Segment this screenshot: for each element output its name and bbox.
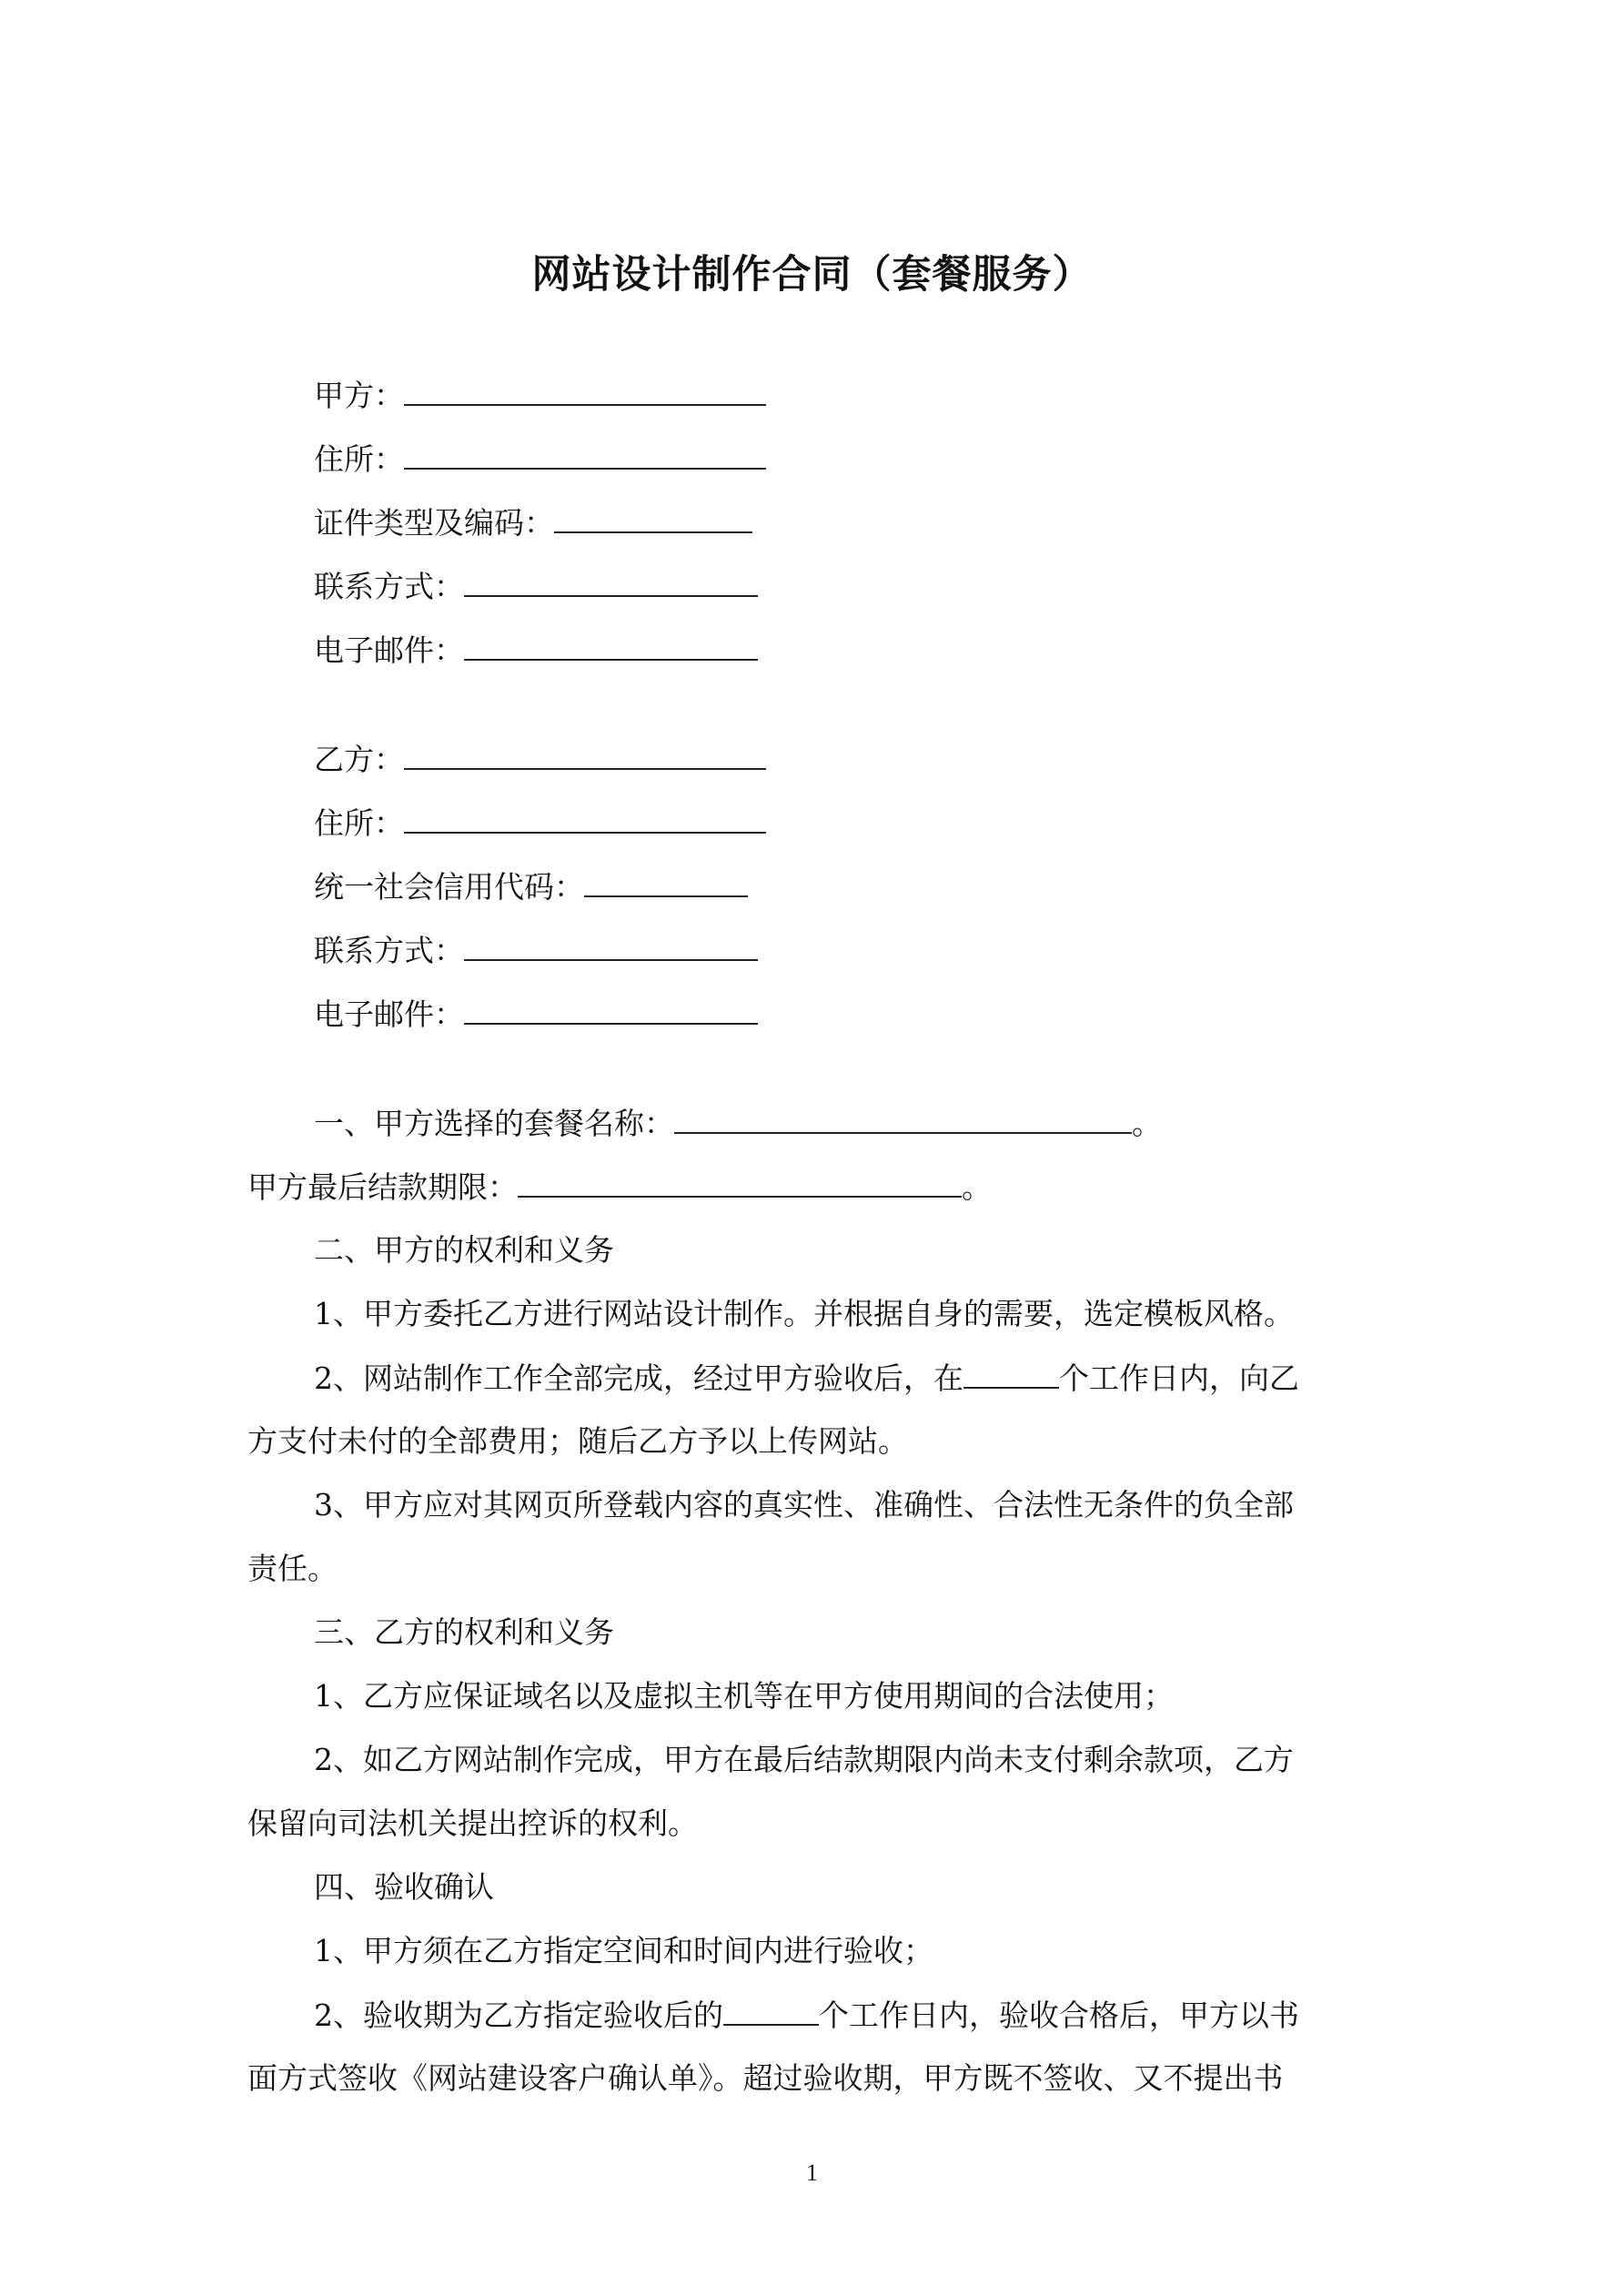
party-b-address-blank bbox=[404, 804, 766, 834]
section-2-heading: 二、甲方的权利和义务 bbox=[314, 1232, 614, 1268]
party-a-email-row bbox=[314, 632, 758, 669]
section-3-item-2-line-1: 2、如乙方网站制作完成，甲方在最后结款期限内尚未支付剩余款项，乙方 bbox=[314, 1742, 1294, 1777]
document-title: 网站设计制作合同（套餐服务） bbox=[531, 252, 1093, 298]
party-a-contact-label: 联系方式： bbox=[314, 569, 464, 604]
party-a-id-blank bbox=[554, 504, 752, 533]
deadline-period: 。 bbox=[962, 1169, 992, 1205]
deadline-label: 甲方最后结款期限： bbox=[247, 1169, 518, 1205]
section-2-item-2-text-b: 个工作日内，向乙 bbox=[1059, 1360, 1299, 1396]
section-4-heading: 四、验收确认 bbox=[314, 1869, 494, 1905]
deadline-blank bbox=[518, 1168, 962, 1198]
party-a-id-label: 证件类型及编码： bbox=[314, 505, 554, 541]
section-3-item-1: 1、乙方应保证域名以及虚拟主机等在甲方使用期间的合法使用； bbox=[314, 1678, 1174, 1714]
party-b-name-blank bbox=[404, 741, 766, 770]
party-a-name-blank bbox=[404, 377, 766, 406]
section-4-item-1: 1、甲方须在乙方指定空间和时间内进行验收； bbox=[314, 1933, 933, 1968]
party-b-contact-label: 联系方式： bbox=[314, 933, 464, 968]
party-b-name-row bbox=[314, 741, 766, 778]
section-4-item-2-line-2: 面方式签收《网站建设客户确认单》。超过验收期，甲方既不签收、又不提出书 bbox=[247, 2060, 1284, 2096]
section-2-item-3-line-1: 3、甲方应对其网页所登载内容的真实性、准确性、合法性无条件的负全部 bbox=[314, 1487, 1294, 1522]
section-2-item-1: 1、甲方委托乙方进行网站设计制作。并根据自身的需要，选定模板风格。 bbox=[314, 1296, 1294, 1331]
party-b-name-label: 乙方： bbox=[314, 742, 404, 777]
party-b-contact-row bbox=[314, 932, 758, 969]
clause-1-period: 。 bbox=[1132, 1106, 1162, 1141]
party-a-email-label: 电子邮件： bbox=[314, 632, 464, 668]
party-a-id-row bbox=[314, 504, 752, 541]
package-name-blank bbox=[674, 1105, 1132, 1134]
party-b-email-row bbox=[314, 996, 758, 1033]
section-3-item-2-line-2: 保留向司法机关提出控诉的权利。 bbox=[247, 1805, 698, 1841]
party-a-name-row bbox=[314, 377, 766, 414]
party-b-address-label: 住所： bbox=[314, 805, 404, 841]
section-4-item-2-text-b: 个工作日内，验收合格后，甲方以书 bbox=[819, 1998, 1299, 2033]
section-2-item-2-line-1 bbox=[314, 1360, 1299, 1397]
section-3-heading: 三、乙方的权利和义务 bbox=[314, 1614, 614, 1650]
payment-days-blank bbox=[963, 1360, 1059, 1389]
clause-1-deadline-row bbox=[247, 1168, 992, 1206]
section-2-item-2-text-a: 2、网站制作工作全部完成，经过甲方验收后，在 bbox=[314, 1360, 963, 1396]
party-a-address-label: 住所： bbox=[314, 441, 404, 477]
party-b-address-row bbox=[314, 804, 766, 842]
party-b-contact-blank bbox=[464, 932, 758, 961]
party-a-name-label: 甲方： bbox=[314, 378, 404, 413]
clause-1-package-row bbox=[314, 1105, 1162, 1142]
party-a-address-blank bbox=[404, 440, 766, 470]
clause-1-package-label: 一、甲方选择的套餐名称： bbox=[314, 1106, 674, 1141]
section-4-item-2-line-1 bbox=[314, 1997, 1299, 2034]
party-a-contact-blank bbox=[464, 568, 758, 597]
acceptance-days-blank bbox=[723, 1997, 819, 2026]
party-a-email-blank bbox=[464, 632, 758, 661]
party-b-credit-code-row bbox=[314, 868, 748, 905]
party-a-contact-row bbox=[314, 568, 758, 605]
section-4-item-2-text-a: 2、验收期为乙方指定验收后的 bbox=[314, 1998, 723, 2033]
party-a-address-row bbox=[314, 440, 766, 478]
party-b-email-label: 电子邮件： bbox=[314, 996, 464, 1032]
section-2-item-3-line-2: 责任。 bbox=[247, 1551, 338, 1586]
section-2-item-2-line-2: 方支付未付的全部费用；随后乙方予以上传网站。 bbox=[247, 1423, 908, 1459]
party-b-email-blank bbox=[464, 996, 758, 1025]
page-number: 1 bbox=[806, 2159, 818, 2186]
party-b-credit-code-label: 统一社会信用代码： bbox=[314, 869, 584, 905]
party-b-credit-code-blank bbox=[584, 868, 748, 897]
